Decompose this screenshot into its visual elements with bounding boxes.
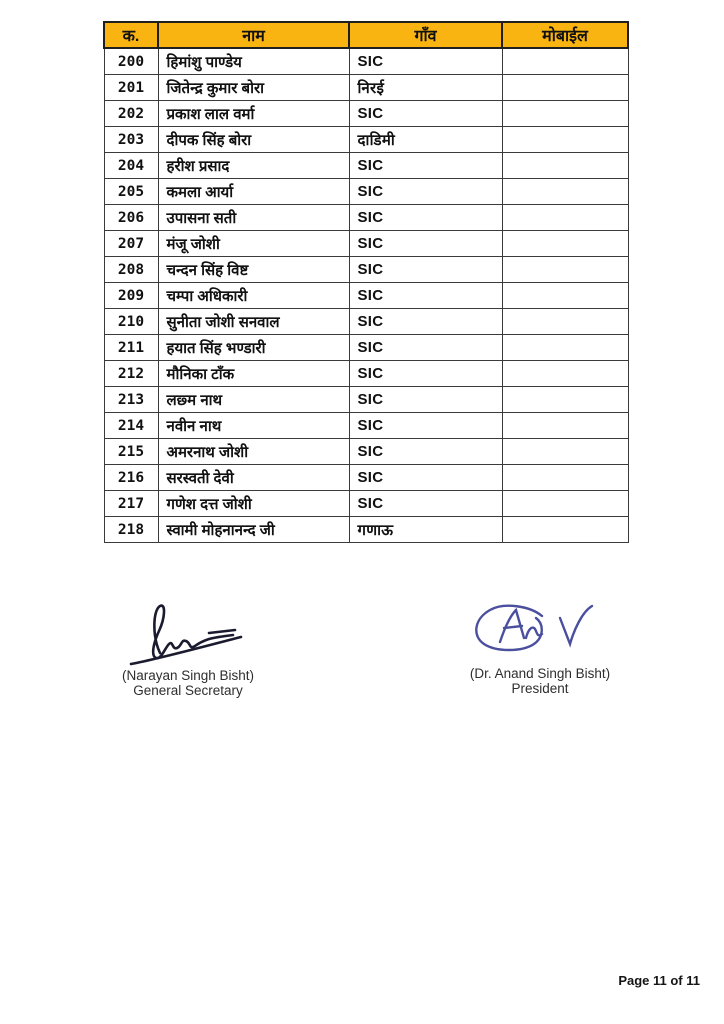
table-row xyxy=(104,465,628,491)
table-row xyxy=(104,231,628,257)
cell-serial: 209 xyxy=(104,283,158,309)
cell-mobile xyxy=(502,517,628,543)
cell-name: मंजू जोशी xyxy=(158,231,349,257)
table-row xyxy=(104,127,628,153)
cell-name: उपासना सती xyxy=(158,205,349,231)
cell-mobile xyxy=(502,361,628,387)
cell-serial: 210 xyxy=(104,309,158,335)
cell-name: कमला आर्या xyxy=(158,179,349,205)
cell-village: SIC xyxy=(349,101,502,127)
table-row xyxy=(104,439,628,465)
cell-serial: 213 xyxy=(104,387,158,413)
table-row xyxy=(104,205,628,231)
table-row xyxy=(104,491,628,517)
cell-name: गणेश दत्त जोशी xyxy=(158,491,349,517)
cell-serial: 218 xyxy=(104,517,158,543)
cell-serial: 217 xyxy=(104,491,158,517)
table-row xyxy=(104,75,628,101)
signature-block-president xyxy=(455,598,625,696)
cell-village: SIC xyxy=(349,48,502,75)
table-row xyxy=(104,179,628,205)
table-row xyxy=(104,101,628,127)
cell-mobile xyxy=(502,491,628,517)
table-header xyxy=(104,22,628,48)
table-row xyxy=(104,335,628,361)
cell-serial: 200 xyxy=(104,48,158,75)
cell-mobile xyxy=(502,309,628,335)
cell-name: चन्दन सिंह विष्ट xyxy=(158,257,349,283)
cell-serial: 211 xyxy=(104,335,158,361)
cell-mobile xyxy=(502,205,628,231)
cell-serial: 205 xyxy=(104,179,158,205)
cell-mobile xyxy=(502,153,628,179)
cell-mobile xyxy=(502,257,628,283)
cell-village: SIC xyxy=(349,283,502,309)
cell-name: सुनीता जोशी सनवाल xyxy=(158,309,349,335)
signatory-name-left: (Narayan Singh Bisht) xyxy=(121,668,255,683)
cell-mobile xyxy=(502,439,628,465)
cell-name: चम्पा अधिकारी xyxy=(158,283,349,309)
cell-village: दाडिमी xyxy=(349,127,502,153)
cell-name: मौनिका टाँक xyxy=(158,361,349,387)
cell-mobile xyxy=(502,179,628,205)
table-row xyxy=(104,361,628,387)
table-row xyxy=(104,153,628,179)
table-row xyxy=(104,413,628,439)
signatory-title-right: President xyxy=(511,681,569,696)
cell-serial: 208 xyxy=(104,257,158,283)
cell-mobile xyxy=(502,413,628,439)
cell-name: दीपक सिंह बोरा xyxy=(158,127,349,153)
cell-serial: 216 xyxy=(104,465,158,491)
cell-village: निरई xyxy=(349,75,502,101)
signatory-name-right: (Dr. Anand Singh Bisht) xyxy=(469,666,611,681)
cell-mobile xyxy=(502,335,628,361)
cell-serial: 212 xyxy=(104,361,158,387)
cell-name: हिमांशु पाण्डेय xyxy=(158,48,349,75)
cell-name: जितेन्द्र कुमार बोरा xyxy=(158,75,349,101)
table-row xyxy=(104,283,628,309)
header-village: गाँव xyxy=(349,22,502,48)
cell-serial: 206 xyxy=(104,205,158,231)
cell-village: SIC xyxy=(349,335,502,361)
cell-village: SIC xyxy=(349,491,502,517)
cell-village: गणाऊ xyxy=(349,517,502,543)
header-name: नाम xyxy=(158,22,349,48)
cell-mobile xyxy=(502,48,628,75)
cell-village: SIC xyxy=(349,257,502,283)
header-serial: क. xyxy=(104,22,158,48)
cell-name: अमरनाथ जोशी xyxy=(158,439,349,465)
cell-village: SIC xyxy=(349,361,502,387)
cell-village: SIC xyxy=(349,205,502,231)
table-body xyxy=(104,48,628,543)
cell-village: SIC xyxy=(349,153,502,179)
cell-village: SIC xyxy=(349,439,502,465)
table-row xyxy=(104,517,628,543)
cell-serial: 201 xyxy=(104,75,158,101)
cell-serial: 207 xyxy=(104,231,158,257)
cell-village: SIC xyxy=(349,231,502,257)
header-row xyxy=(104,22,628,48)
signature-general-secretary-ink xyxy=(113,598,263,668)
cell-name: हयात सिंह भण्डारी xyxy=(158,335,349,361)
cell-mobile xyxy=(502,231,628,257)
table-row xyxy=(104,309,628,335)
cell-name: नवीन नाथ xyxy=(158,413,349,439)
table-row xyxy=(104,387,628,413)
cell-village: SIC xyxy=(349,309,502,335)
cell-village: SIC xyxy=(349,465,502,491)
cell-name: प्रकाश लाल वर्मा xyxy=(158,101,349,127)
cell-mobile xyxy=(502,127,628,153)
cell-village: SIC xyxy=(349,387,502,413)
cell-name: हरीश प्रसाद xyxy=(158,153,349,179)
header-mobile: मोबाईल xyxy=(502,22,628,48)
cell-mobile xyxy=(502,75,628,101)
cell-village: SIC xyxy=(349,179,502,205)
cell-serial: 215 xyxy=(104,439,158,465)
cell-serial: 202 xyxy=(104,101,158,127)
cell-name: लछ्म नाथ xyxy=(158,387,349,413)
cell-serial: 203 xyxy=(104,127,158,153)
table-row xyxy=(104,257,628,283)
cell-mobile xyxy=(502,283,628,309)
signature-president-ink xyxy=(460,598,620,666)
cell-serial: 204 xyxy=(104,153,158,179)
cell-mobile xyxy=(502,465,628,491)
signatory-title-left: General Secretary xyxy=(133,683,243,698)
cell-serial: 214 xyxy=(104,413,158,439)
cell-name: सरस्वती देवी xyxy=(158,465,349,491)
cell-name: स्वामी मोहनानन्द जी xyxy=(158,517,349,543)
cell-mobile xyxy=(502,101,628,127)
page-number: Page 11 of 11 xyxy=(618,973,700,988)
table-row xyxy=(104,48,628,75)
member-table xyxy=(103,21,629,543)
cell-mobile xyxy=(502,387,628,413)
cell-village: SIC xyxy=(349,413,502,439)
signature-block-general-secretary xyxy=(108,598,268,698)
